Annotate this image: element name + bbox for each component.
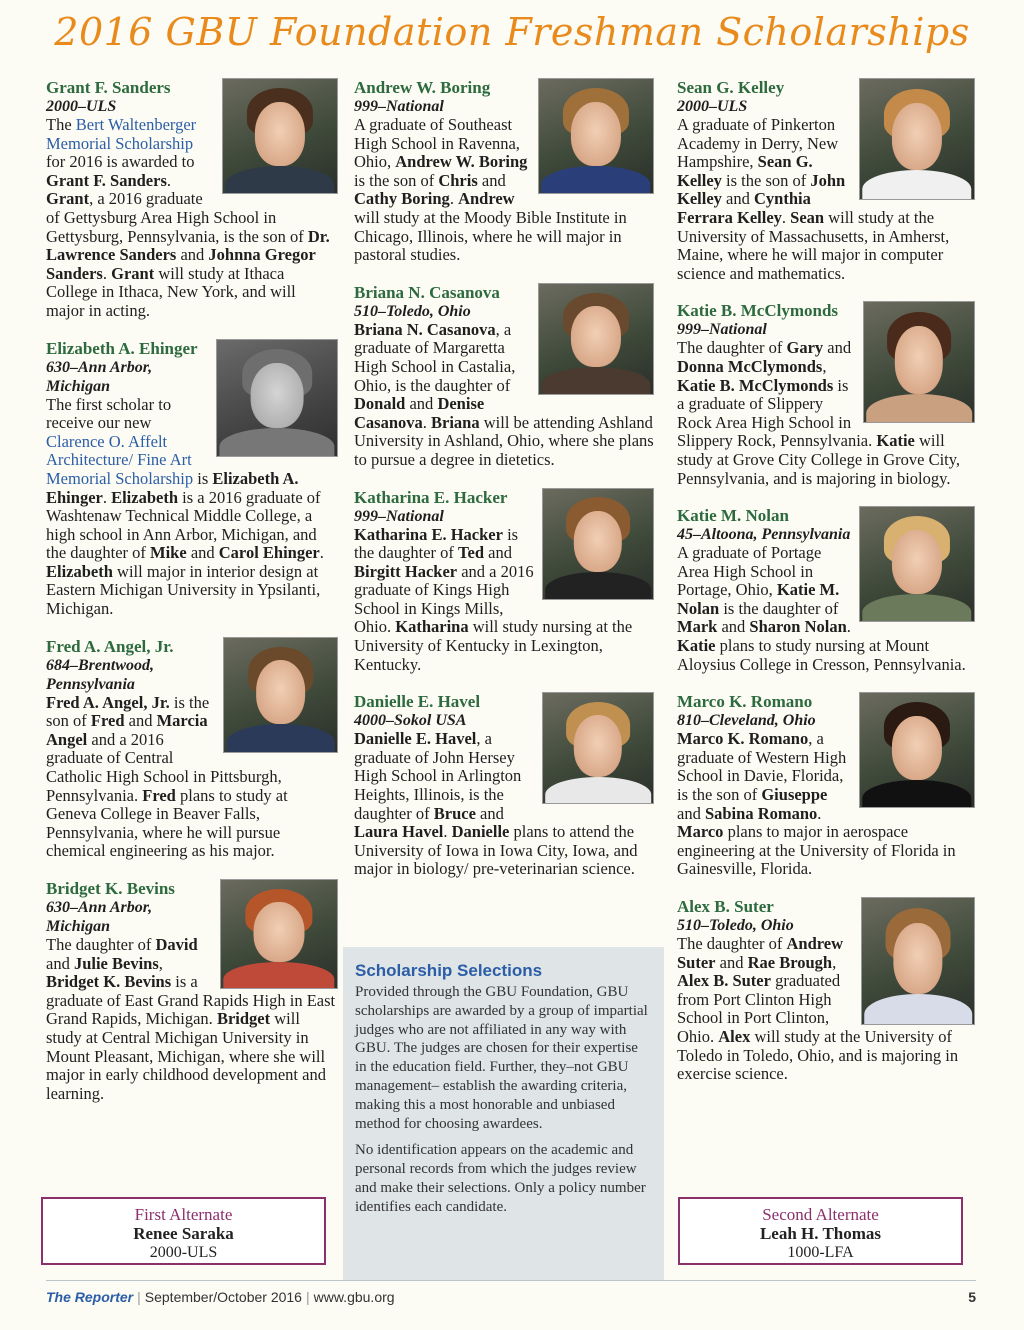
scholar-name: Danielle E. Havel xyxy=(354,692,481,712)
scholar-bio: Danielle E. Havel, a graduate of John Hersey High School in Arlington Heights, Illinois, is the daughter of Bruce and Laura Havel. Danielle plans to attend the University of Iowa in Iowa City, Iowa, and major in biology/ pre-veterinarian science. xyxy=(354,729,638,879)
portrait-shoulders xyxy=(545,572,651,599)
page-footer: The Reporter | September/October 2016 | www.gbu.org 5 xyxy=(46,1289,976,1305)
scholar-bio: A graduate of Pinkerton Academy in Derry, New Hampshire, Sean G. Kelley is the son of John Kelley and Cynthia Ferrara Kelley. Sean will study at the University of Massachusetts, in Amherst, Maine, where he will major in computer science and mathematics. xyxy=(677,115,950,283)
bio-bold-name: Dr. Lawrence Sanders xyxy=(46,226,330,265)
bio-bold-name: Mark xyxy=(677,617,718,637)
bio-bold-name: Briana N. Casanova xyxy=(354,319,496,339)
bio-bold-name: Danielle E. Havel xyxy=(354,729,477,749)
publication-name: The Reporter xyxy=(46,1289,134,1305)
scholar-chapter: 999–National xyxy=(677,321,767,339)
scholar-chapter: 684–Brentwood, Pennsylvania xyxy=(46,656,155,693)
bio-bold-name: Marco K. Romano xyxy=(677,729,809,749)
bio-bold-name: Carol Ehinger xyxy=(218,543,320,563)
portrait-face xyxy=(251,363,304,428)
bio-bold-name: Elizabeth xyxy=(111,487,179,507)
portrait-shoulders xyxy=(226,724,334,752)
scholar-photo xyxy=(861,897,975,1025)
bio-bold-name: Giuseppe xyxy=(761,785,828,805)
bio-bold-name: Chris xyxy=(438,170,478,190)
bio-bold-name: Birgitt Hacker xyxy=(354,561,458,581)
scholar-name: Alex B. Suter xyxy=(677,897,774,916)
scholar-chapter: 630–Ann Arbor, Michigan xyxy=(46,358,153,395)
scholar-photo xyxy=(863,301,975,423)
bio-bold-name: Sean G. Kelley xyxy=(677,152,813,190)
scholar-photo xyxy=(222,78,338,194)
bio-bold-name: Donna McClymonds xyxy=(677,356,823,376)
portrait-shoulders xyxy=(225,166,334,194)
scholar-entry xyxy=(677,78,975,283)
bio-bold-name: Katharina xyxy=(395,617,469,637)
bio-bold-name: Bridget K. Bevins xyxy=(46,972,172,992)
alternate-name: Leah H. Thomas xyxy=(759,1224,882,1243)
scholar-bio: The daughter of Andrew Suter and Rae Brough, Alex B. Suter graduated from Port Clinton High School in Port Clinton, Ohio. Alex will study at the University of Toledo in Toledo, Ohio, and is majoring in exercise science. xyxy=(677,934,959,1084)
bio-bold-name: Sharon Nolan xyxy=(749,617,847,637)
footer-divider xyxy=(46,1280,976,1281)
bio-bold-name: Briana xyxy=(431,412,480,432)
sidebar-paragraph: No identification appears on the academic and personal records from which the judges review and make their selections. Only a policy number identifies each candidate. xyxy=(355,1142,646,1215)
scholar-bio: The daughter of David and Julie Bevins, Bridget K. Bevins is a graduate of East Grand Rapids High in East Grand Rapids, Michigan. Bridget will study at Central Michigan University in Mount Pleasant, Michigan, where she will major in early childhood development and learning. xyxy=(46,935,336,1103)
website-link[interactable]: www.gbu.org xyxy=(313,1289,395,1305)
portrait-face xyxy=(895,326,943,393)
bio-bold-name: Elizabeth xyxy=(46,561,113,581)
alternate-label: First Alternate xyxy=(134,1205,233,1224)
bio-bold-name: Bruce xyxy=(433,803,476,823)
scholar-bio: The daughter of Gary and Donna McClymonds, Katie B. McClymonds is a graduate of Slippery Rock Area High School in Slippery Rock, Pennsylvania. Katie will study at Grove City College in Grove City, Pennsylvania, and is majoring in biology. xyxy=(677,338,961,488)
scholar-entry xyxy=(354,78,654,265)
bio-bold-name: Grant xyxy=(46,189,90,209)
scholar-entry xyxy=(46,78,338,321)
portrait-face xyxy=(893,923,942,994)
scholar-photo xyxy=(223,637,338,753)
bio-bold-name: Rae Brough xyxy=(747,952,833,972)
page-number: 5 xyxy=(968,1289,976,1305)
portrait-face xyxy=(253,902,304,962)
bio-bold-name: Johnna Gregor Sanders xyxy=(46,245,316,283)
scholar-name: Grant F. Sanders xyxy=(46,78,171,97)
scholar-name: Fred A. Angel, Jr. xyxy=(46,636,174,656)
portrait-face xyxy=(571,306,621,368)
scholar-chapter: 2000–ULS xyxy=(677,98,748,115)
scholar-name: Sean G. Kelley xyxy=(677,78,785,97)
sidebar-heading: Scholarship Selections xyxy=(355,961,543,980)
scholar-bio: Fred A. Angel, Jr. is the son of Fred and Marcia Angel and a 2016 graduate of Central Catholic High School in Pittsburgh, Pennsylvania. Fred plans to study at Geneva College in Beaver Falls, Pennsylvania, where he will pursue chemical engineering as his major. xyxy=(46,692,288,861)
bio-bold-name: Danielle xyxy=(451,822,510,842)
alternate-label: Second Alternate xyxy=(762,1205,879,1224)
scholar-chapter: 630–Ann Arbor, Michigan xyxy=(46,899,153,935)
bio-bold-name: Andrew Suter xyxy=(677,934,844,972)
bio-bold-name: Julie Bevins xyxy=(73,953,159,973)
scholar-photo xyxy=(216,339,338,457)
scholar-chapter: 4000–Sokol USA xyxy=(354,712,467,730)
scholar-name: Katie M. Nolan xyxy=(677,506,789,526)
portrait-face xyxy=(571,102,621,166)
bio-bold-name: Grant F. Sanders xyxy=(46,170,167,190)
bio-bold-name: Mike xyxy=(150,543,187,563)
scholar-chapter: 2000–ULS xyxy=(46,98,117,115)
scholarship-selections-box xyxy=(343,947,664,1280)
bio-bold-name: Cathy Boring xyxy=(354,189,450,209)
issue-date: September/October 2016 xyxy=(144,1289,302,1305)
alternate-name: Renee Saraka xyxy=(133,1224,234,1243)
scholar-name: Andrew W. Boring xyxy=(354,78,491,97)
scholarship-name-link: Clarence O. Affelt Architecture/ Fine Art Memorial Scholarship xyxy=(46,431,194,488)
scholarship-name-link: Bert Waltenberger Memorial Scholarship xyxy=(46,115,197,153)
portrait-face xyxy=(574,715,622,777)
scholar-bio: The first scholar to receive our new Clarence O. Affelt Architecture/ Fine Art Memorial Scholarship is Elizabeth A. Ehinger. Elizabeth is a 2016 graduate of Washtenaw Technical Middle College, a high school in Ann Arbor, Michigan, and the daughter of Mike and Carol Ehinger. Elizabeth will major in interior design at Eastern Michigan University in Ypsilanti, Michigan. xyxy=(46,394,324,619)
scholar-bio: A graduate of Portage Area High School in Portage, Ohio, Katie M. Nolan is the daughter of Mark and Sharon Nolan. Katie plans to study nursing at Mount Aloysius College in Cresson, Pennsylvania. xyxy=(677,543,966,674)
portrait-shoulders xyxy=(541,166,650,194)
scholar-chapter: 999–National xyxy=(354,98,444,115)
bio-bold-name: Fred A. Angel, Jr. xyxy=(46,692,170,712)
bio-bold-name: David xyxy=(155,935,198,954)
scholar-entry xyxy=(46,339,338,619)
scholar-name: Elizabeth A. Ehinger xyxy=(46,338,198,358)
portrait-face xyxy=(892,530,942,594)
bio-bold-name: John Kelley xyxy=(677,170,846,209)
scholar-name: Katharina E. Hacker xyxy=(354,487,508,507)
scholar-chapter: 510–Toledo, Ohio xyxy=(354,302,471,320)
scholar-chapter: 510–Toledo, Ohio xyxy=(677,917,794,934)
scholar-entry xyxy=(677,692,975,879)
scholar-bio: Briana N. Casanova, a graduate of Margaretta High School in Castalia, Ohio, is the daughter of Donald and Denise Casanova. Briana will be attending Ashland University in Ashland, Ohio, where she plans to pursue a degree in dietetics. xyxy=(354,319,654,469)
portrait-shoulders xyxy=(862,170,971,200)
scholar-bio: Katharina E. Hacker is the daughter of Ted and Birgitt Hacker and a 2016 graduate of Kings High School in Kings Mills, Ohio. Katharina will study nursing at the University of Kentucky in Lexington, Kentucky. xyxy=(354,524,633,674)
bio-bold-name: Sabina Romano xyxy=(704,803,818,823)
scholar-entry xyxy=(46,879,338,1103)
scholar-photo xyxy=(542,692,654,804)
portrait-face xyxy=(892,103,942,170)
bio-bold-name: Katie xyxy=(876,431,915,451)
scholar-bio: A graduate of Southeast High School in Ravenna, Ohio, Andrew W. Boring is the son of Chris and Cathy Boring. Andrew will study at the Moody Bible Institute in Chicago, Illinois, where he will major in pastoral studies. xyxy=(354,115,627,265)
second-alternate-box xyxy=(678,1197,963,1265)
scholar-bio: Marco K. Romano, a graduate of Western High School in Davie, Florida, is the son of Giuseppe and Sabina Romano. Marco plans to major in aerospace engineering at the University of Florida in Gainesville, Florida. xyxy=(677,729,956,879)
bio-bold-name: Denise Casanova xyxy=(354,394,485,432)
column-right xyxy=(677,78,975,1102)
portrait-shoulders xyxy=(862,780,971,808)
scholar-entry xyxy=(677,301,975,488)
scholar-chapter: 999–National xyxy=(354,507,444,525)
portrait-face xyxy=(255,102,305,166)
sidebar-paragraph: Provided through the GBU Foundation, GBU scholarships are awarded by a group of impartial judges who are not affiliated in any way with GBU. The judges are chosen for their expertise in the education field. Further, they–not GBU management– establish the awarding criteria, making this a most honorable and unbiased method for choosing awardees. xyxy=(355,984,648,1132)
bio-bold-name: Marcia Angel xyxy=(46,711,208,749)
bio-bold-name: Gary xyxy=(786,338,824,358)
bio-bold-name: Grant xyxy=(111,263,155,283)
bio-bold-name: Laura Havel xyxy=(354,822,444,842)
portrait-shoulders xyxy=(866,394,972,424)
bio-bold-name: Alex xyxy=(718,1026,751,1046)
scholar-photo xyxy=(220,879,338,989)
bio-bold-name: Katie xyxy=(677,636,716,656)
column-left xyxy=(46,78,338,1121)
portrait-shoulders xyxy=(545,777,651,804)
bio-bold-name: Katharina E. Hacker xyxy=(354,524,503,544)
scholar-chapter: 45–Altoona, Pennsylvania xyxy=(677,526,851,544)
scholar-entry xyxy=(677,897,975,1084)
scholar-photo xyxy=(538,283,654,395)
scholar-entry xyxy=(354,692,654,879)
bio-bold-name: Cynthia Ferrara Kelley xyxy=(677,189,811,227)
scholar-chapter: 810–Cleveland, Ohio xyxy=(677,712,816,730)
bio-bold-name: Bridget xyxy=(216,1009,271,1029)
portrait-shoulders xyxy=(223,962,334,989)
portrait-face xyxy=(574,511,622,573)
portrait-shoulders xyxy=(541,367,650,394)
scholar-photo xyxy=(859,78,975,200)
first-alternate-box xyxy=(41,1197,326,1265)
scholar-name: Katie B. McClymonds xyxy=(677,301,839,321)
bio-bold-name: Fred xyxy=(142,785,176,805)
portrait-shoulders xyxy=(862,594,971,622)
scholar-photo xyxy=(859,692,975,808)
scholar-name: Briana N. Casanova xyxy=(354,282,500,302)
scholar-entry xyxy=(354,488,654,675)
page-title: 2016 GBU Foundation Freshman Scholarships xyxy=(54,10,970,54)
alternate-chapter: 1000-LFA xyxy=(787,1244,854,1261)
bio-bold-name: Andrew xyxy=(458,189,515,209)
scholar-photo xyxy=(859,506,975,622)
bio-bold-name: Alex B. Suter xyxy=(677,971,771,991)
scholar-entry xyxy=(46,637,338,861)
bio-bold-name: Fred xyxy=(90,711,125,731)
scholar-photo xyxy=(542,488,654,600)
bio-bold-name: Sean xyxy=(790,207,825,227)
bio-bold-name: Elizabeth A. Ehinger xyxy=(46,468,299,507)
scholar-entry xyxy=(354,283,654,470)
scholar-photo xyxy=(538,78,654,194)
scholar-name: Bridget K. Bevins xyxy=(46,879,175,898)
bio-bold-name: Katie M. Nolan xyxy=(677,580,840,618)
bio-bold-name: Andrew W. Boring xyxy=(395,152,528,172)
scholar-entry xyxy=(677,506,975,674)
scholar-name: Marco K. Romano xyxy=(677,692,813,712)
bio-bold-name: Donald xyxy=(354,394,406,414)
bio-bold-name: Ted xyxy=(458,543,485,563)
portrait-shoulders xyxy=(864,994,972,1025)
portrait-face xyxy=(256,660,306,724)
alternate-chapter: 2000-ULS xyxy=(149,1244,218,1261)
bio-bold-name: Katie B. McClymonds xyxy=(677,375,834,395)
portrait-face xyxy=(892,716,942,780)
bio-bold-name: Marco xyxy=(677,822,724,842)
portrait-shoulders xyxy=(219,428,334,457)
column-middle xyxy=(354,78,654,897)
scholar-bio: The Bert Waltenberger Memorial Scholarship for 2016 is awarded to Grant F. Sanders. Grant, a 2016 graduate of Gettysburg Area High School in Gettysburg, Pennsylvania, is the son of Dr. Lawrence Sanders and Johnna Gregor Sanders. Grant will study at Ithaca College in Ithaca, New York, and will major in acting. xyxy=(46,115,330,320)
